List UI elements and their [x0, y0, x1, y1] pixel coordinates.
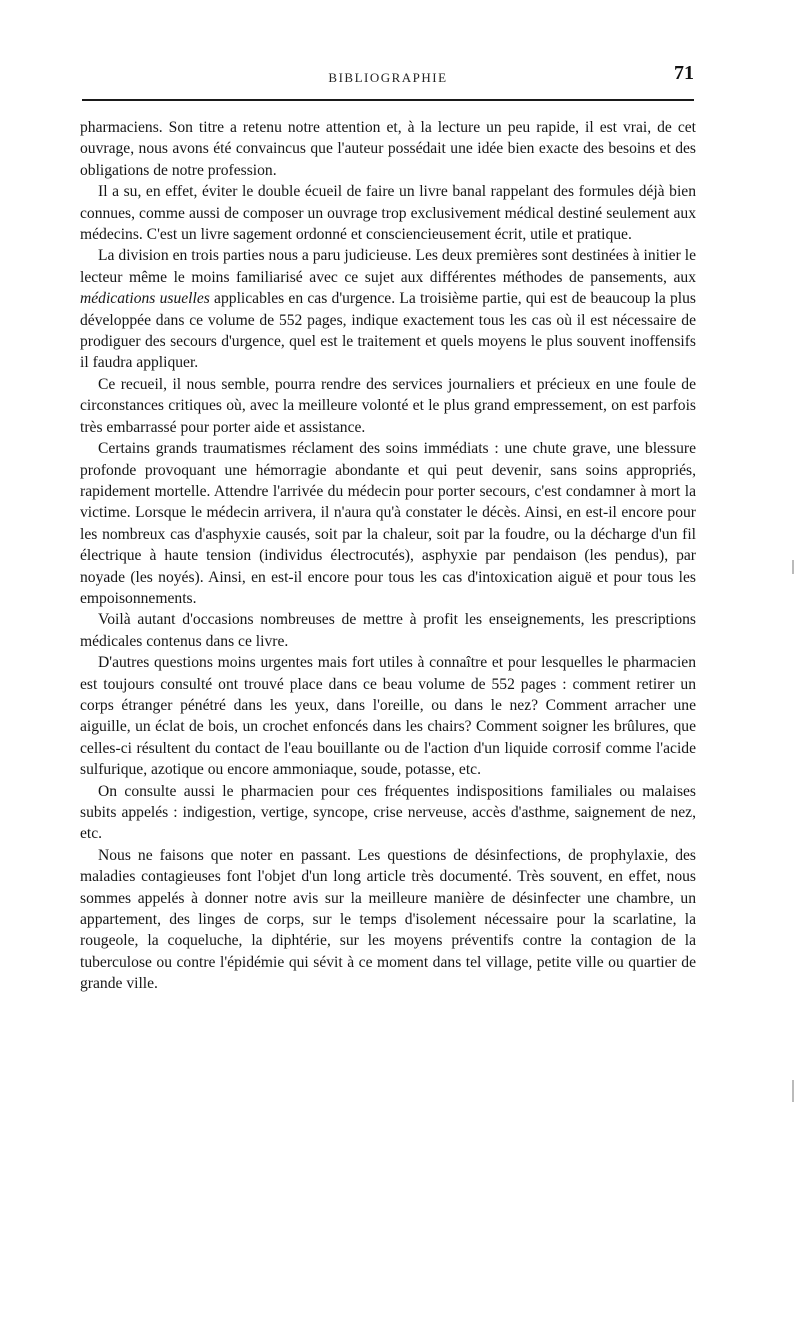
italic-term: médications usuelles: [80, 290, 210, 308]
paragraph-3: [80, 245, 696, 373]
paragraph-7: D'autres questions moins urgentes mais fort utiles à connaître et pour lesquelles le pharmacien est toujours consulté ont trouvé place dans ce beau volume de 552 pages : comment retirer un corps étranger pénétré dans les yeux, dans l'oreille, ou dans le nez? Comment arracher une aiguille, un éclat de bois, un crochet enfoncés dans les chairs? Comment soigner les brûlures, que celles-ci résultent du contact de l'eau bouillante ou de l'action d'un liquide corrosif comme l'acide sulfurique, azotique ou encore ammoniaque, soude, potasse, etc.: [80, 654, 696, 779]
paragraph-5: Certains grands traumatismes réclament des soins immédiats : une chute grave, une blessure profonde provoquant une hémorragie abondante et qui peut devenir, sans soins appropriés, rapidement mortelle. Attendre l'arrivée du médecin pour porter secours, c'est condamner à mort la victime. Lorsque le médecin arrivera, il n'aura qu'à constater le décès. Ainsi, en est-il encore pour les nombreux cas d'asphyxie causés, soit par la chaleur, soit par la foudre, ou la décharge d'un fil électrique à haute tension (individus électrocutés), asphyxie par pendaison (les pendus), par noyade (les noyés). Ainsi, en est-il encore pour tous les cas d'intoxication aiguë et pour tous les empoisonnements.: [80, 440, 696, 607]
paragraph-4: Ce recueil, il nous semble, pourra rendre des services journaliers et précieux en une foule de circonstances critiques où, avec la meilleure volonté et le plus grand empressement, on est parfois très embarrassé pour porter aide et assistance.: [80, 375, 696, 436]
page-header: [82, 62, 694, 92]
page-number: 71: [674, 62, 694, 84]
paragraph-2: Il a su, en effet, éviter le double écueil de faire un livre banal rappelant des formules déjà bien connues, comme aussi de composer un ouvrage trop exclusivement médical destiné seulement aux médecins. C'est un livre sagement ordonné et consciencieusement écrit, utile et pratique.: [80, 183, 696, 244]
paragraph-3-text-a: La division en trois parties nous a paru judicieuse. Les deux premières sont destinées à initier le lecteur même le moins familiarisé avec ce sujet aux différentes méthodes de pansements, aux: [80, 247, 696, 286]
body-text: [80, 117, 696, 995]
running-head: BIBLIOGRAPHIE: [328, 70, 448, 85]
paragraph-6: Voilà autant d'occasions nombreuses de mettre à profit les enseignements, les prescriptions médicales contenus dans ce livre.: [80, 611, 696, 650]
paragraph-1: pharmaciens. Son titre a retenu notre attention et, à la lecture un peu rapide, il est vrai, de cet ouvrage, nous avons été convaincus que l'auteur possédait une idée bien exacte des besoins et des obligations de notre profession.: [80, 119, 696, 179]
paragraph-8: On consulte aussi le pharmacien pour ces fréquentes indispositions familiales ou malaises subits appelés : indigestion, vertige, syncope, crise nerveuse, accès d'asthme, saignement de nez, etc.: [80, 782, 696, 843]
paragraph-9: Nous ne faisons que noter en passant. Les questions de désinfections, de prophylaxie, des maladies contagieuses font l'objet d'un long article très documenté. Très souvent, en effet, nous sommes appelés à donner notre avis sur la meilleure manière de désinfecter une chambre, un appartement, des linges de corps, sur le temps d'isolement nécessaire pour la scarlatine, la rougeole, la coqueluche, la diphtérie, sur les moyens préventifs contre la contagion de la tuberculose ou contre l'épidémie qui sévit à ce moment dans tel village, petite ville ou quartier de grande ville.: [80, 846, 696, 993]
scan-speck: [792, 560, 794, 574]
header-rule: [82, 99, 694, 101]
paragraph-3-text-b: applicables en cas d'urgence. La troisième partie, qui est de beaucoup la plus développée dans ce volume de 552 pages, indique exactement tous les cas où il est nécessaire de prodiguer des secours d'urgence, quel est le traitement et quels moyens le plus souvent inoffensifs il faudra appliquer.: [80, 290, 696, 372]
scan-speck: [792, 1080, 794, 1102]
